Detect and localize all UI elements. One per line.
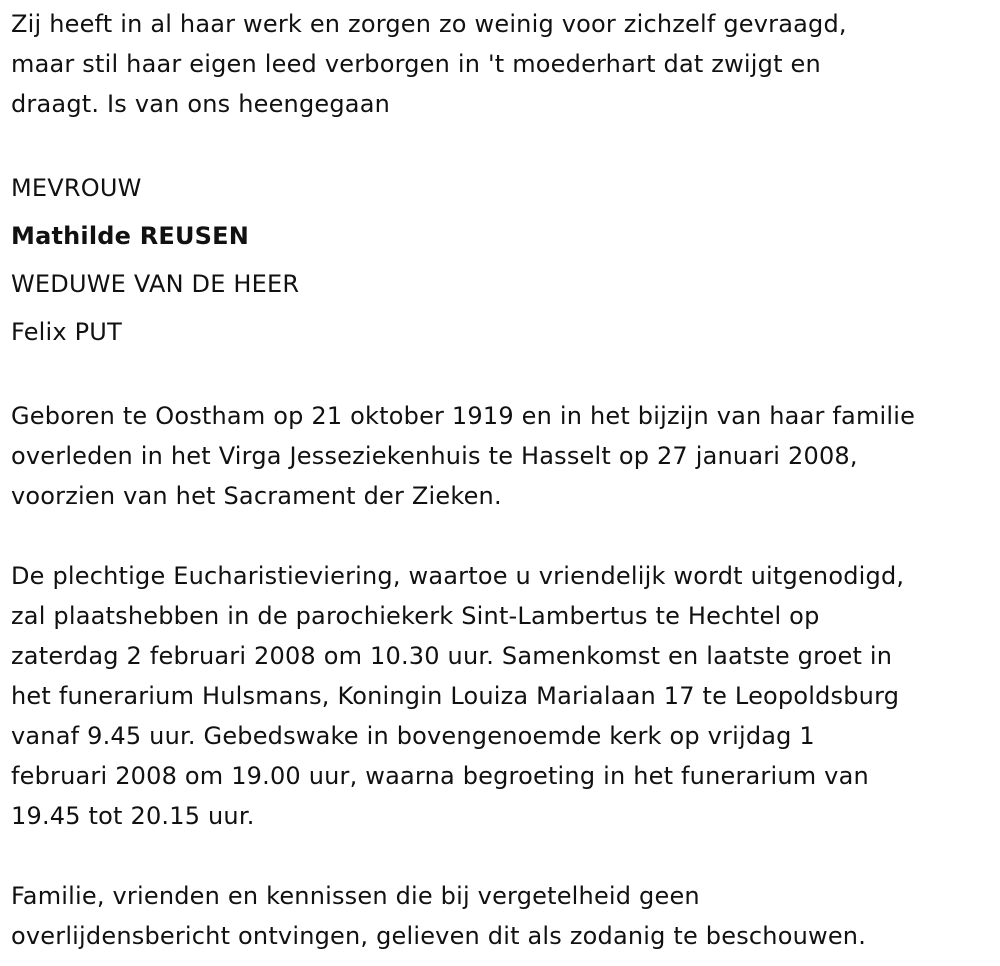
text-line: zaterdag 2 februari 2008 om 10.30 uur. Samenkomst en laatste groet in (11, 642, 893, 670)
paragraph-spacer (11, 516, 996, 556)
paragraph-spacer (11, 124, 996, 164)
text-line: draagt. Is van ons heengegaan (11, 90, 391, 118)
birth-death-paragraph (11, 396, 996, 516)
closing-paragraph (11, 876, 996, 956)
text-line: De plechtige Eucharistieviering, waartoe u vriendelijk wordt uitgenodigd, (11, 562, 905, 590)
text-line: februari 2008 om 19.00 uur, waarna begroeting in het funerarium van (11, 762, 869, 790)
text-line: Zij heeft in al haar werk en zorgen zo weinig voor zichzelf gevraagd, (11, 10, 847, 38)
text-line: overlijdensbericht ontvingen, gelieven dit als zodanig te beschouwen. (11, 922, 867, 950)
text-line: 19.45 tot 20.15 uur. (11, 802, 255, 830)
honorific-title: MEVROUW (11, 174, 142, 202)
text-line: maar stil haar eigen leed verborgen in 't moederhart dat zwijgt en (11, 50, 821, 78)
text-line: het funerarium Hulsmans, Koningin Louiza Marialaan 17 te Leopoldsburg (11, 682, 900, 710)
text-line: Geboren te Oostham op 21 oktober 1919 en in het bijzijn van haar familie (11, 402, 916, 430)
text-line: voorzien van het Sacrament der Zieken. (11, 482, 502, 510)
text-line: zal plaatshebben in de parochiekerk Sint-Lambertus te Hechtel op (11, 602, 820, 630)
text-line: vanaf 9.45 uur. Gebedswake in bovengenoemde kerk op vrijdag 1 (11, 722, 815, 750)
deceased-name: Mathilde REUSEN (11, 222, 250, 250)
text-line: Familie, vrienden en kennissen die bij vergetelheid geen (11, 882, 700, 910)
paragraph-spacer (11, 836, 996, 876)
deceased-block (11, 164, 996, 356)
ceremony-paragraph (11, 556, 996, 836)
relation-label: WEDUWE VAN DE HEER (11, 270, 300, 298)
obituary-document (11, 4, 996, 956)
text-line: overleden in het Virga Jesseziekenhuis te Hasselt op 27 januari 2008, (11, 442, 858, 470)
intro-paragraph (11, 4, 996, 124)
paragraph-spacer (11, 356, 996, 396)
spouse-name: Felix PUT (11, 318, 122, 346)
